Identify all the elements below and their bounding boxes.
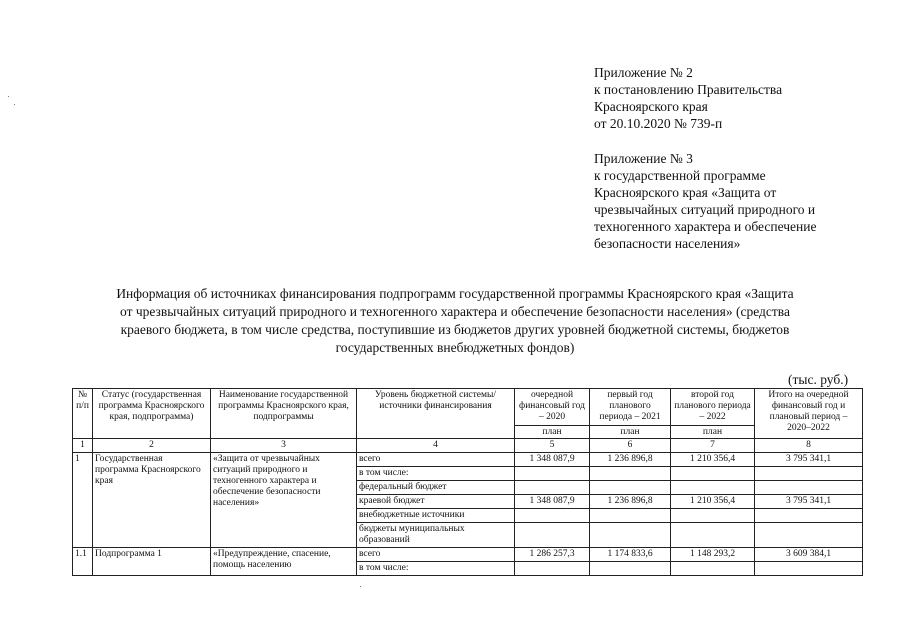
header-2022-label: второй год планового периода – 2022 — [674, 390, 751, 422]
col-number: 2 — [93, 439, 211, 453]
col-number: 7 — [671, 439, 755, 453]
value-2022: 1 210 356,4 — [671, 495, 755, 509]
scan-speck — [8, 96, 9, 97]
header-2021 — [590, 389, 671, 439]
row-level: всего — [357, 548, 515, 562]
appendix-2-line: от 20.10.2020 № 739-п — [594, 116, 723, 131]
value-2022: 1 148 293,2 — [671, 548, 755, 562]
row-level: в том числе: — [357, 562, 515, 576]
header-level: Уровень бюджетной системы/источники финансирования — [357, 389, 515, 439]
value-2022 — [671, 467, 755, 481]
header-2022 — [671, 389, 755, 439]
value-2021 — [590, 562, 671, 576]
appendix-3-block — [594, 150, 816, 252]
value-2021 — [590, 523, 671, 548]
value-total: 3 795 341,1 — [755, 453, 863, 467]
value-total — [755, 481, 863, 495]
row-num: 1.1 — [73, 548, 93, 576]
value-2020 — [515, 562, 590, 576]
row-level: всего — [357, 453, 515, 467]
value-2022 — [671, 509, 755, 523]
appendix-3-line: Приложение № 3 — [594, 151, 693, 166]
value-2022 — [671, 562, 755, 576]
col-number: 4 — [357, 439, 515, 453]
value-total: 3 795 341,1 — [755, 495, 863, 509]
units-label: (тыс. руб.) — [788, 372, 849, 387]
value-2020 — [515, 467, 590, 481]
value-2021 — [590, 509, 671, 523]
row-status: Государственная программа Красноярского края — [93, 453, 211, 548]
appendix-3-line: чрезвычайных ситуаций природного и — [594, 202, 816, 217]
scan-speck — [360, 586, 361, 587]
value-2021: 1 236 896,8 — [590, 453, 671, 467]
title-line: краевого бюджета, в том числе средства, поступившие из бюджетов других уровней бюджетной системы, бюджетов — [120, 322, 790, 337]
table-row — [73, 453, 863, 467]
value-2020 — [515, 523, 590, 548]
table-row — [73, 548, 863, 562]
column-number-row — [73, 439, 863, 453]
row-level: федеральный бюджет — [357, 481, 515, 495]
value-2022 — [671, 481, 755, 495]
value-2020: 1 348 087,9 — [515, 453, 590, 467]
header-total: Итого на очередной финансовый год и плановый период – 2020–2022 — [755, 389, 863, 439]
value-2021 — [590, 467, 671, 481]
value-2020: 1 348 087,9 — [515, 495, 590, 509]
title-line: от чрезвычайных ситуаций природного и техногенного характера и обеспечение безопасности населения» (средства — [120, 304, 790, 319]
row-status: Подпрограмма 1 — [93, 548, 211, 576]
value-total — [755, 509, 863, 523]
value-total: 3 609 384,1 — [755, 548, 863, 562]
row-num: 1 — [73, 453, 93, 548]
header-num: № п/п — [73, 389, 93, 439]
header-row — [73, 389, 863, 439]
value-2022 — [671, 523, 755, 548]
appendix-2-line: Приложение № 2 — [594, 65, 693, 80]
row-level: внебюджетные источники — [357, 509, 515, 523]
document-title — [60, 285, 850, 357]
value-total — [755, 523, 863, 548]
appendix-3-line: к государственной программе — [594, 168, 766, 183]
plan-label: план — [515, 425, 589, 438]
appendix-2-line: Красноярского края — [594, 99, 708, 114]
row-name: «Предупреждение, спасение, помощь населению — [211, 548, 357, 576]
scan-speck — [14, 104, 15, 105]
value-2021: 1 174 833,6 — [590, 548, 671, 562]
value-2021: 1 236 896,8 — [590, 495, 671, 509]
col-number: 3 — [211, 439, 357, 453]
value-2020: 1 286 257,3 — [515, 548, 590, 562]
value-total — [755, 562, 863, 576]
col-number: 8 — [755, 439, 863, 453]
appendix-2-line: к постановлению Правительства — [594, 82, 783, 97]
appendix-3-line: безопасности населения» — [594, 236, 741, 251]
value-2020 — [515, 481, 590, 495]
row-name: «Защита от чрезвычайных ситуаций природного и техногенного характера и обеспечение безопасности населения» — [211, 453, 357, 548]
col-number: 1 — [73, 439, 93, 453]
plan-label: план — [590, 425, 670, 438]
value-2021 — [590, 481, 671, 495]
row-level: в том числе: — [357, 467, 515, 481]
header-status: Статус (государственная программа Красноярского края, подпрограмма) — [93, 389, 211, 439]
row-level: краевой бюджет — [357, 495, 515, 509]
header-2021-label: первый год планового периода – 2021 — [599, 390, 661, 422]
value-total — [755, 467, 863, 481]
plan-label: план — [671, 425, 754, 438]
header-2020-label: очередной финансовый год – 2020 — [519, 390, 585, 422]
financing-table — [72, 388, 863, 576]
col-number: 5 — [515, 439, 590, 453]
value-2022: 1 210 356,4 — [671, 453, 755, 467]
value-2020 — [515, 509, 590, 523]
col-number: 6 — [590, 439, 671, 453]
appendix-3-line: Красноярского края «Защита от — [594, 185, 777, 200]
appendix-3-line: техногенного характера и обеспечение — [594, 219, 817, 234]
header-name: Наименование государственной программы Красноярского края, подпрограммы — [211, 389, 357, 439]
header-2020 — [515, 389, 590, 439]
title-line: государственных внебюджетных фондов) — [335, 340, 575, 355]
appendix-2-block — [594, 64, 782, 132]
row-level: бюджеты муниципальных образований — [357, 523, 515, 548]
title-line: Информация об источниках финансирования подпрограмм государственной программы Красноярского края «Защита — [116, 286, 794, 301]
